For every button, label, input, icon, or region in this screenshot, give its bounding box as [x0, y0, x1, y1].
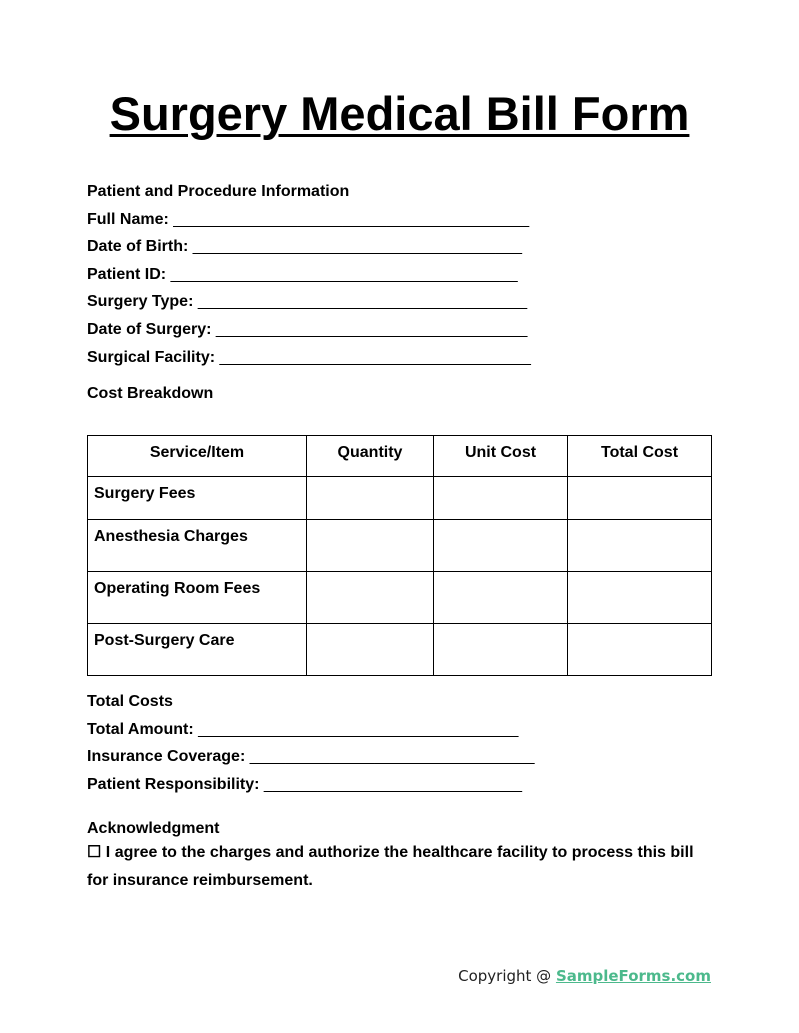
column-header: Service/Item: [88, 436, 307, 477]
field-label: Surgery Type:: [87, 293, 194, 311]
acknowledgment-heading: Acknowledgment: [87, 820, 220, 837]
field-label: Date of Surgery:: [87, 320, 212, 338]
field-label: Patient Responsibility:: [87, 775, 260, 793]
date-of-birth-blank[interactable]: _____________________________________: [192, 238, 523, 256]
column-header: Total Cost: [568, 436, 712, 477]
total-amount-field[interactable]: [87, 720, 712, 740]
insurance-coverage-field[interactable]: [87, 747, 712, 767]
cost-table: [87, 435, 712, 676]
quantity-cell[interactable]: [307, 520, 434, 572]
total-cost-cell[interactable]: [568, 520, 712, 572]
surgical-facility-field[interactable]: [87, 348, 712, 368]
date-of-surgery-blank[interactable]: ___________________________________: [215, 320, 528, 338]
totals-section-heading: Total Costs: [87, 693, 173, 710]
item-cell: Operating Room Fees: [88, 572, 307, 624]
field-label: Total Amount:: [87, 720, 194, 738]
unit-cost-cell[interactable]: [434, 520, 568, 572]
column-header: Quantity: [307, 436, 434, 477]
column-header: Unit Cost: [434, 436, 568, 477]
cost-section-heading: Cost Breakdown: [87, 384, 214, 402]
field-label: Patient ID:: [87, 265, 167, 283]
quantity-cell[interactable]: [307, 624, 434, 676]
field-label: Surgical Facility:: [87, 348, 216, 366]
surgery-type-field[interactable]: [87, 292, 712, 312]
patient-responsibility-blank[interactable]: _____________________________: [263, 775, 522, 793]
full-name-blank[interactable]: ________________________________________: [173, 210, 530, 228]
date-of-surgery-field[interactable]: [87, 320, 712, 340]
checkbox-icon[interactable]: ☐: [87, 844, 102, 861]
unit-cost-cell[interactable]: [434, 624, 568, 676]
total-cost-cell[interactable]: [568, 477, 712, 520]
patient-responsibility-field[interactable]: [87, 775, 712, 795]
item-cell: Post-Surgery Care: [88, 624, 307, 676]
patient-section: [87, 182, 712, 404]
total-amount-blank[interactable]: ____________________________________: [198, 720, 519, 738]
totals-section: [87, 692, 712, 802]
patient-id-field[interactable]: [87, 265, 712, 285]
surgery-type-blank[interactable]: _____________________________________: [197, 293, 528, 311]
acknowledgment-section: [87, 819, 712, 895]
table-row: [88, 624, 712, 676]
table-header-row: [88, 436, 712, 477]
field-label: Full Name:: [87, 210, 169, 228]
total-cost-cell[interactable]: [568, 572, 712, 624]
patient-id-blank[interactable]: _______________________________________: [170, 265, 518, 283]
copyright-text: Copyright @: [458, 967, 556, 985]
acknowledgment-statement: [87, 839, 707, 895]
table-row: [88, 520, 712, 572]
surgical-facility-blank[interactable]: ___________________________________: [219, 348, 531, 366]
item-cell: Surgery Fees: [88, 477, 307, 520]
date-of-birth-field[interactable]: [87, 237, 712, 257]
full-name-field[interactable]: [87, 210, 712, 230]
sampleforms-link[interactable]: SampleForms.com: [555, 967, 711, 985]
unit-cost-cell[interactable]: [434, 477, 568, 520]
item-cell: Anesthesia Charges: [88, 520, 307, 572]
quantity-cell[interactable]: [307, 477, 434, 520]
total-cost-cell[interactable]: [568, 624, 712, 676]
acknowledgment-text: I agree to the charges and authorize the healthcare facility to process this bill for insurance reimbursement.: [87, 844, 694, 889]
quantity-cell[interactable]: [307, 572, 434, 624]
copyright-footer: [458, 967, 711, 985]
table-row: [88, 477, 712, 520]
patient-section-heading: Patient and Procedure Information: [87, 183, 350, 200]
page-title: Surgery Medical Bill Form: [109, 87, 690, 140]
table-row: [88, 572, 712, 624]
field-label: Insurance Coverage:: [87, 748, 246, 766]
insurance-coverage-blank[interactable]: ________________________________: [249, 748, 535, 766]
unit-cost-cell[interactable]: [434, 572, 568, 624]
field-label: Date of Birth:: [87, 238, 189, 256]
